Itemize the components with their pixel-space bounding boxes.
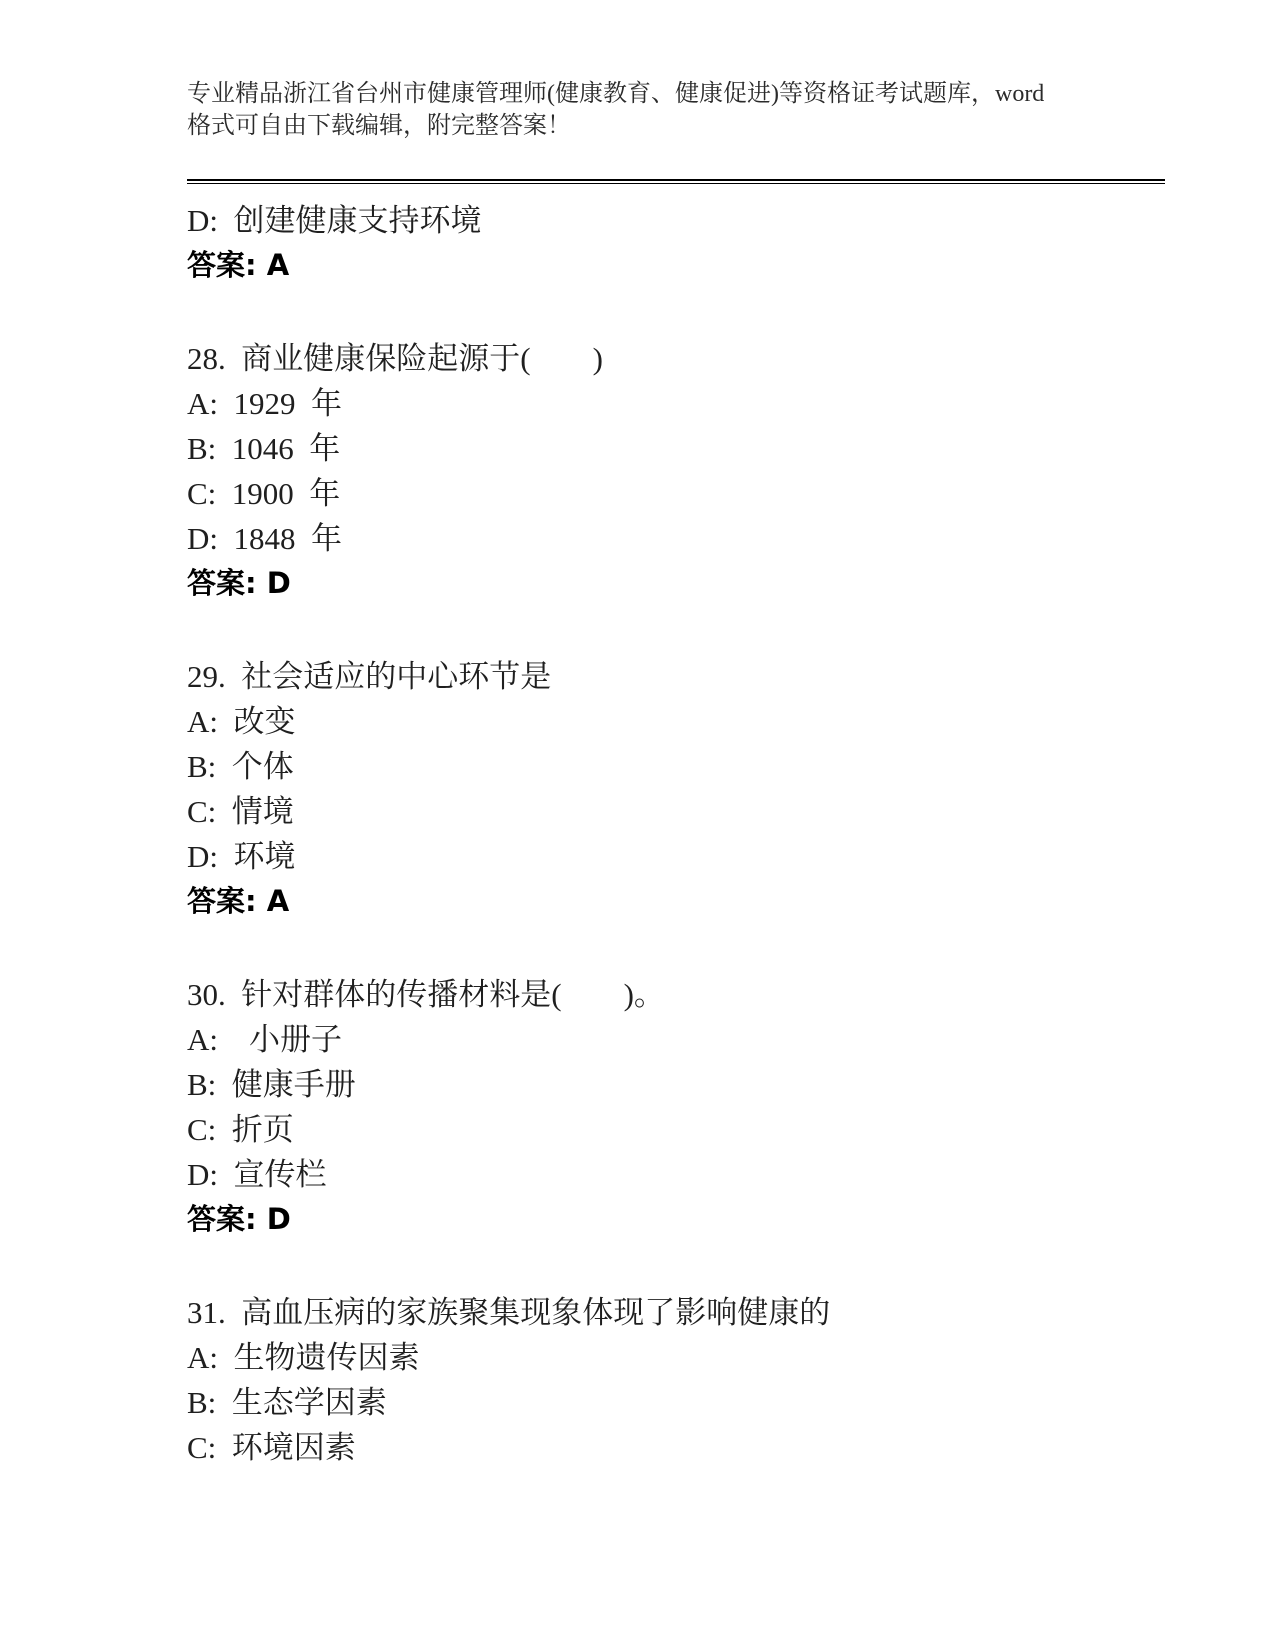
question-title: 30. 针对群体的传播材料是( )。 bbox=[187, 977, 665, 1012]
option-line: A: 改变 bbox=[187, 704, 296, 739]
carryover-block bbox=[187, 198, 1165, 288]
option-line: C: 环境因素 bbox=[187, 1430, 356, 1465]
header-line: 专业精品浙江省台州市健康管理师(健康教育、健康促进)等资格证考试题库，word bbox=[187, 81, 1045, 107]
header-divider bbox=[187, 179, 1165, 184]
option-line: D: 宣传栏 bbox=[187, 1157, 327, 1192]
question-block-29 bbox=[187, 654, 1165, 924]
option-line: A: 1929 年 bbox=[187, 386, 342, 421]
option-line: B: 个体 bbox=[187, 749, 294, 784]
question-block-31 bbox=[187, 1290, 1165, 1470]
option-line: B: 生态学因素 bbox=[187, 1385, 387, 1420]
option-line: B: 1046 年 bbox=[187, 431, 341, 466]
page-header bbox=[187, 78, 1165, 184]
answer-line: 答案: D bbox=[187, 1202, 291, 1236]
option-line: C: 1900 年 bbox=[187, 476, 341, 511]
option-line: D: 环境 bbox=[187, 839, 296, 874]
option-line: D: 创建健康支持环境 bbox=[187, 203, 482, 238]
answer-line: 答案: A bbox=[187, 248, 290, 282]
answer-line: 答案: A bbox=[187, 884, 290, 918]
option-line: D: 1848 年 bbox=[187, 521, 342, 556]
option-line: C: 折页 bbox=[187, 1112, 294, 1147]
question-title: 28. 商业健康保险起源于( ) bbox=[187, 341, 603, 376]
question-block-28 bbox=[187, 336, 1165, 606]
document-body bbox=[187, 198, 1165, 1470]
option-line: A: 小册子 bbox=[187, 1022, 342, 1057]
question-title: 31. 高血压病的家族聚集现象体现了影响健康的 bbox=[187, 1295, 831, 1330]
option-line: A: 生物遗传因素 bbox=[187, 1340, 420, 1375]
option-line: C: 情境 bbox=[187, 794, 294, 829]
question-block-30 bbox=[187, 972, 1165, 1242]
option-line: B: 健康手册 bbox=[187, 1067, 356, 1102]
answer-line: 答案: D bbox=[187, 566, 291, 600]
question-title: 29. 社会适应的中心环节是 bbox=[187, 659, 552, 694]
header-line: 格式可自由下载编辑，附完整答案！ bbox=[187, 113, 571, 139]
